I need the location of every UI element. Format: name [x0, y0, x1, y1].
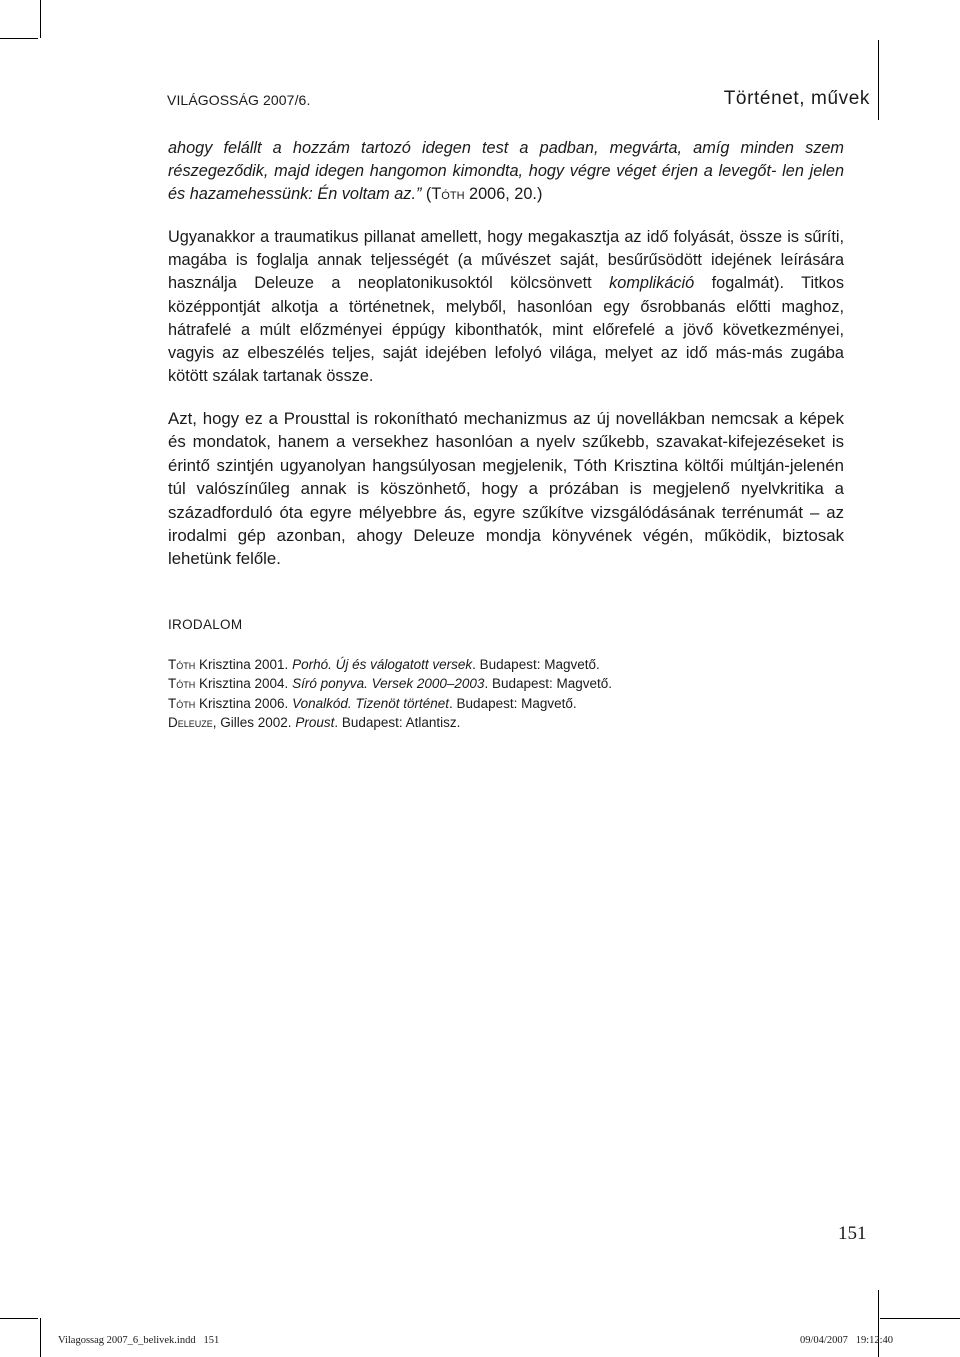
references-list: [168, 655, 612, 732]
reference-author: Tóth: [168, 695, 196, 711]
reference-title: Síró ponyva. Versek 2000–2003: [292, 676, 485, 692]
crop-mark-top-left-h: [0, 38, 38, 39]
print-footer-timestamp: 09/04/2007 19:12:40: [800, 1335, 894, 1346]
quote-citation-rest: 2006, 20.): [464, 185, 543, 204]
reference-author: Tóth: [168, 676, 196, 692]
reference-title: Vonalkód. Tizenöt történet: [292, 695, 450, 711]
crop-mark-bottom-left-h: [0, 1318, 38, 1319]
paragraph-1-text-a: Ugyanakkor a traumatikus pillanat amellett, hogy megakasztja az idő folyását, össze is sűríti, magába is foglalja annak teljességét (a művészet saját, besűrűsödött idejének leírására használja Deleuze a neoplatonikusoktól kölcsönvett: [168, 228, 844, 293]
crop-mark-bottom-left: [40, 1318, 41, 1357]
quote-line-2: részegeződik, majd idegen hangomon kimondta, hogy végre véget érjen a levegőt-: [168, 162, 777, 181]
reference-title: Proust: [295, 714, 335, 730]
reference-item: [168, 674, 612, 693]
reference-author: Deleuze: [168, 714, 213, 730]
reference-author-rest: Krisztina 2006.: [195, 695, 293, 711]
reference-item: [168, 713, 612, 732]
reference-publisher: . Budapest: Magvető.: [472, 657, 600, 672]
reference-item: [168, 694, 612, 713]
body-paragraph-2: Azt, hogy ez a Prousttal is rokonítható mechanizmus az új novellákban nemcsak a képek és mondatok, hanem a versekhez hasonlóan a nyelv szűkebb, szavakat-kifejezéseket is érintő szintjén ugyanolyan hangsúlyosan megjelenik, Tóth Krisztina költői múltján-jelenén túl valószínűleg annak is köszönhető, hogy a prózában is megjelenő nyelvkritika a századforduló óta egyre mélyebbre ás, egyre szűkítve vizsgálódásának terrénumát – az irodalmi gép azonban, ahogy Deleuze mondja könyvének végén, működik, biztosak lehetünk felőle.: [168, 409, 844, 569]
crop-mark-top-left: [40, 0, 41, 38]
references-heading: IRODALOM: [168, 617, 243, 632]
reference-publisher: . Budapest: Magvető.: [484, 676, 613, 692]
reference-publisher: . Budapest: Magvető.: [449, 695, 577, 711]
page-number: 151: [838, 1223, 867, 1244]
running-header-journal: VILÁGOSSÁG 2007/6.: [167, 92, 311, 108]
running-header-section: Történet, művek: [723, 88, 870, 109]
crop-mark-bottom-right: [878, 1290, 879, 1357]
body-paragraph-1: [168, 226, 844, 388]
quote-line-3: len jelen és hazamehessünk: Én voltam az.”: [168, 162, 845, 204]
quote-citation-author: Tóth: [431, 185, 465, 204]
print-footer-file: Vilagossag 2007_6_belivek.indd 151: [58, 1335, 220, 1346]
reference-publisher: . Budapest: Atlantisz.: [334, 714, 461, 730]
crop-mark-top-right: [878, 40, 879, 120]
quote-line-1: ahogy felállt a hozzám tartozó idegen test a padban, megvárta, amíg minden szem: [168, 139, 844, 157]
reference-author-rest: Krisztina 2001.: [195, 657, 293, 672]
crop-mark-bottom-right-h: [880, 1318, 960, 1319]
reference-author-rest: Krisztina 2004.: [195, 676, 293, 692]
quote-citation-open: (: [421, 185, 432, 204]
paragraph-1-text-b: fogalmát). Titkos középpontját alkotja a történetnek, melyből, hasonlóan egy ősrobbanás előtti maghoz, hátrafelé a múlt előzményei éppúgy kibonthatók, mint előrefelé a jövő következményei, vagyis az elbeszélés teljes, saját idejében lefolyó világa, melyet az idő más-más zugába kötött szálak tartanak össze.: [168, 274, 844, 386]
reference-title: Porhó. Új és válogatott versek: [292, 657, 473, 672]
quotation-block: [168, 137, 844, 207]
reference-item: [168, 655, 612, 674]
reference-author-rest: , Gilles 2002.: [212, 714, 296, 730]
paragraph-1-emphasis: komplikáció: [609, 274, 695, 293]
reference-author: Tóth: [168, 657, 196, 672]
